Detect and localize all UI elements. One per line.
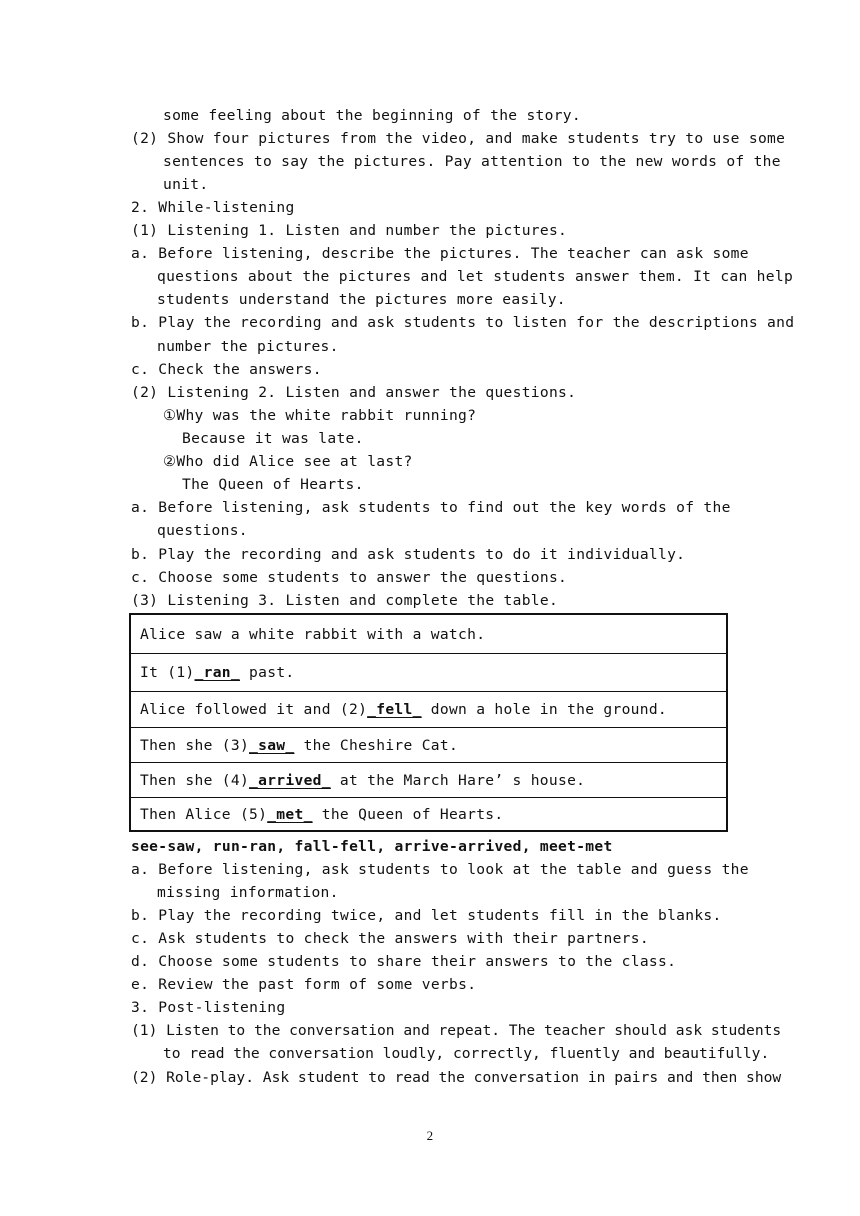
blank-answer: _met_ [267, 806, 313, 823]
text-line: (1) Listening 1. Listen and number the pictures. [131, 222, 568, 239]
text-line: to read the conversation loudly, correctly, fluently and beautifully. [163, 1045, 770, 1062]
table-row [131, 692, 726, 728]
table-row [131, 728, 726, 763]
section-heading: 3. Post-listening [131, 999, 286, 1016]
blank-answer: _saw_ [249, 736, 295, 754]
text-line: questions about the pictures and let students answer them. It can help [157, 268, 794, 285]
text-line: c. Choose some students to answer the questions. [131, 569, 568, 586]
table-row [131, 798, 726, 831]
row-text: Then Alice (5) [140, 806, 268, 823]
text-line: missing information. [157, 884, 339, 901]
row-text: the Queen of Hearts. [312, 806, 504, 823]
text-line: questions. [157, 522, 248, 539]
text-line: c. Ask students to check the answers with their partners. [131, 930, 649, 947]
table-row [131, 763, 726, 798]
answer-line: Because it was late. [182, 430, 364, 447]
row-text: down a hole in the ground. [421, 701, 668, 718]
section-heading: 2. While-listening [131, 199, 295, 216]
text-line: (3) Listening 3. Listen and complete the table. [131, 592, 559, 609]
row-text: It (1) [140, 664, 195, 681]
text-line: a. Before listening, ask students to look at the table and guess the [131, 861, 749, 878]
text-line: b. Play the recording twice, and let students fill in the blanks. [131, 907, 722, 924]
row-text: Then she (3) [140, 736, 250, 754]
text-line: a. Before listening, ask students to find out the key words of the [131, 499, 731, 516]
text-line: (2) Role-play. Ask student to read the conversation in pairs and then show [131, 1069, 782, 1086]
text-line: b. Play the recording and ask students to listen for the descriptions and [131, 314, 795, 331]
answer-line: The Queen of Hearts. [182, 476, 364, 493]
row-text: the Cheshire Cat. [294, 736, 459, 754]
row-text: past. [239, 664, 295, 681]
text-line: unit. [163, 176, 209, 193]
text-line: (1) Listen to the conversation and repeat. The teacher should ask students [131, 1022, 782, 1039]
text-line: (2) Show four pictures from the video, and make students try to use some [131, 130, 786, 147]
table-row [131, 615, 726, 654]
text-line: e. Review the past form of some verbs. [131, 976, 477, 993]
text-line: a. Before listening, describe the pictures. The teacher can ask some [131, 245, 749, 262]
text-line: some feeling about the beginning of the story. [163, 107, 581, 124]
page-number: 2 [426, 1128, 434, 1143]
blank-answer: _ran_ [194, 664, 240, 681]
text-line: students understand the pictures more easily. [157, 291, 566, 308]
table-row [131, 654, 726, 692]
text-line: d. Choose some students to share their answers to the class. [131, 953, 677, 970]
blank-answer: _fell_ [367, 701, 422, 718]
text-line: sentences to say the pictures. Pay attention to the new words of the [163, 153, 781, 170]
row-text: at the March Hare’ s house. [330, 771, 586, 789]
question-line: ②Who did Alice see at last? [163, 453, 413, 470]
row-text: Alice followed it and (2) [140, 701, 368, 718]
text-line: number the pictures. [157, 338, 339, 355]
verb-forms-line: see-saw, run-ran, fall-fell, arrive-arrived, meet-met [131, 838, 613, 855]
row-text: Then she (4) [140, 771, 250, 789]
blank-answer: _arrived_ [249, 771, 331, 789]
listening-table [129, 613, 728, 832]
text-line: c. Check the answers. [131, 361, 322, 378]
text-line: b. Play the recording and ask students to do it individually. [131, 546, 686, 563]
text-line: (2) Listening 2. Listen and answer the questions. [131, 384, 577, 401]
row-text: Alice saw a white rabbit with a watch. [140, 625, 486, 643]
question-line: ①Why was the white rabbit running? [163, 407, 477, 424]
